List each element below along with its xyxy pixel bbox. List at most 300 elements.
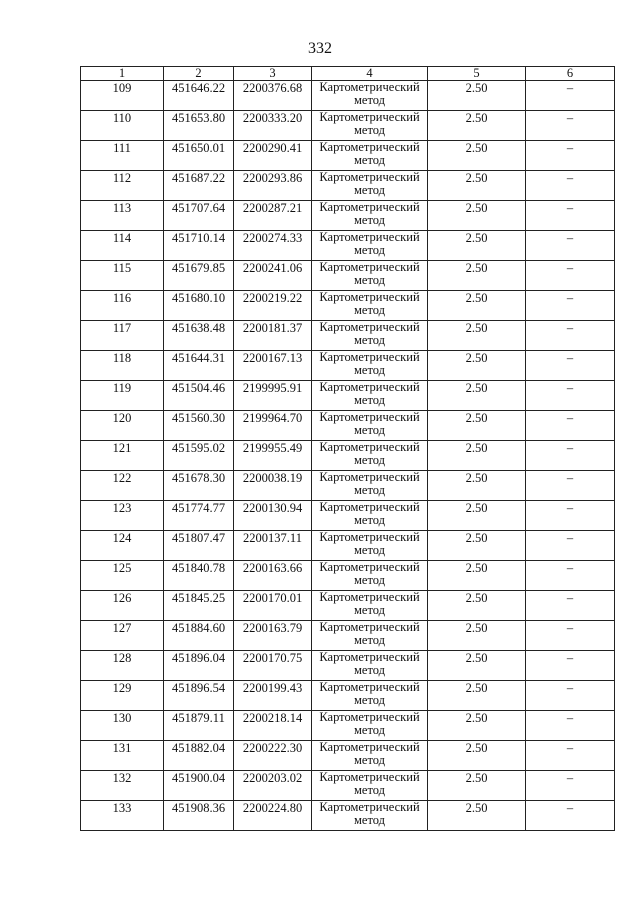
accuracy-value: 2.50	[465, 471, 488, 485]
method-line-1: Картометрический	[319, 260, 420, 274]
accuracy-cell	[428, 81, 526, 111]
table-row	[81, 351, 615, 381]
note-cell	[526, 411, 615, 441]
method-line-1: Картометрический	[319, 680, 420, 694]
method-line-2: метод	[353, 783, 385, 797]
note-cell	[526, 261, 615, 291]
x-coordinate-cell	[164, 531, 234, 561]
x-coordinate-cell	[164, 681, 234, 711]
note-cell	[526, 621, 615, 651]
point-number-cell	[81, 231, 164, 261]
note-dash: –	[566, 561, 574, 575]
note-dash: –	[566, 711, 574, 725]
point-number: 111	[113, 141, 131, 155]
x-coordinate: 451560.30	[171, 411, 226, 425]
y-coordinate-cell	[234, 621, 312, 651]
y-coordinate: 2200203.02	[242, 771, 303, 785]
x-coordinate: 451679.85	[171, 261, 226, 275]
y-coordinate: 2200163.66	[242, 561, 303, 575]
accuracy-value: 2.50	[465, 261, 488, 275]
method-cell	[312, 81, 428, 111]
accuracy-cell	[428, 681, 526, 711]
x-coordinate: 451774.77	[171, 501, 226, 515]
method-line-2: метод	[353, 663, 385, 677]
y-coordinate: 2200181.37	[242, 321, 303, 335]
method-line-2: метод	[353, 543, 385, 557]
method-line-1: Картометрический	[319, 320, 420, 334]
point-number: 124	[112, 531, 132, 545]
note-cell	[526, 561, 615, 591]
table-header-row	[81, 67, 615, 81]
note-cell	[526, 741, 615, 771]
note-cell	[526, 321, 615, 351]
method-line-2: метод	[353, 333, 385, 347]
x-coordinate: 451710.14	[171, 231, 226, 245]
table-row	[81, 621, 615, 651]
table-row	[81, 201, 615, 231]
y-coordinate-cell	[234, 591, 312, 621]
method-line-2: метод	[353, 813, 385, 827]
method-cell	[312, 471, 428, 501]
y-coordinate: 2200222.30	[242, 741, 303, 755]
note-dash: –	[566, 591, 574, 605]
method-cell	[312, 501, 428, 531]
note-dash: –	[566, 501, 574, 515]
method-cell	[312, 171, 428, 201]
accuracy-value: 2.50	[465, 501, 488, 515]
table-row	[81, 561, 615, 591]
note-cell	[526, 681, 615, 711]
y-coordinate-cell	[234, 111, 312, 141]
x-coordinate: 451807.47	[171, 531, 226, 545]
x-coordinate-cell	[164, 741, 234, 771]
note-cell	[526, 801, 615, 831]
note-cell	[526, 591, 615, 621]
method-line-2: метод	[353, 93, 385, 107]
method-line-2: метод	[353, 213, 385, 227]
x-coordinate-cell	[164, 471, 234, 501]
point-number-cell	[81, 261, 164, 291]
method-line-1: Картометрический	[319, 440, 420, 454]
method-line-2: метод	[353, 483, 385, 497]
y-coordinate-cell	[234, 471, 312, 501]
method-line-2: метод	[353, 423, 385, 437]
point-number-cell	[81, 501, 164, 531]
method-line-2: метод	[353, 753, 385, 767]
y-coordinate: 2200274.33	[242, 231, 303, 245]
accuracy-cell	[428, 771, 526, 801]
point-number-cell	[81, 351, 164, 381]
x-coordinate-cell	[164, 321, 234, 351]
method-line-2: метод	[353, 573, 385, 587]
x-coordinate-cell	[164, 561, 234, 591]
method-line-1: Картометрический	[319, 380, 420, 394]
note-dash: –	[566, 201, 574, 215]
point-number: 125	[112, 561, 132, 575]
accuracy-cell	[428, 501, 526, 531]
x-coordinate-cell	[164, 81, 234, 111]
note-cell	[526, 201, 615, 231]
accuracy-cell	[428, 321, 526, 351]
y-coordinate-cell	[234, 351, 312, 381]
point-number: 116	[112, 291, 132, 305]
x-coordinate: 451687.22	[171, 171, 226, 185]
accuracy-value: 2.50	[465, 291, 488, 305]
table-row	[81, 501, 615, 531]
note-cell	[526, 651, 615, 681]
point-number-cell	[81, 531, 164, 561]
y-coordinate-cell	[234, 741, 312, 771]
point-number: 112	[112, 171, 132, 185]
y-coordinate-cell	[234, 171, 312, 201]
method-line-2: метод	[353, 693, 385, 707]
method-cell	[312, 561, 428, 591]
accuracy-cell	[428, 231, 526, 261]
accuracy-value: 2.50	[465, 741, 488, 755]
y-coordinate-cell	[234, 681, 312, 711]
table-row	[81, 231, 615, 261]
accuracy-cell	[428, 141, 526, 171]
point-number: 123	[112, 501, 132, 515]
table-row	[81, 441, 615, 471]
note-dash: –	[566, 681, 574, 695]
method-line-2: метод	[353, 363, 385, 377]
accuracy-cell	[428, 651, 526, 681]
note-dash: –	[566, 261, 574, 275]
accuracy-value: 2.50	[465, 321, 488, 335]
x-coordinate-cell	[164, 651, 234, 681]
method-line-1: Картометрический	[319, 500, 420, 514]
y-coordinate: 2200170.75	[242, 651, 303, 665]
table-row	[81, 81, 615, 111]
note-cell	[526, 111, 615, 141]
point-number-cell	[81, 291, 164, 321]
note-cell	[526, 441, 615, 471]
point-number: 127	[112, 621, 132, 635]
note-dash: –	[566, 531, 574, 545]
accuracy-value: 2.50	[465, 81, 488, 95]
accuracy-value: 2.50	[465, 171, 488, 185]
note-dash: –	[566, 411, 574, 425]
y-coordinate: 2200163.79	[242, 621, 303, 635]
table-row	[81, 171, 615, 201]
point-number: 121	[112, 441, 132, 455]
y-coordinate-cell	[234, 531, 312, 561]
accuracy-value: 2.50	[465, 111, 488, 125]
column-header: 2	[164, 67, 234, 81]
note-dash: –	[566, 801, 574, 815]
method-line-2: метод	[353, 453, 385, 467]
accuracy-cell	[428, 561, 526, 591]
method-line-2: метод	[353, 153, 385, 167]
table-row	[81, 801, 615, 831]
table-row	[81, 531, 615, 561]
point-number-cell	[81, 771, 164, 801]
note-cell	[526, 351, 615, 381]
y-coordinate: 2200170.01	[242, 591, 303, 605]
note-dash: –	[566, 741, 574, 755]
note-dash: –	[566, 651, 574, 665]
method-line-1: Картометрический	[319, 530, 420, 544]
x-coordinate: 451896.04	[171, 651, 226, 665]
y-coordinate: 2200167.13	[242, 351, 303, 365]
x-coordinate-cell	[164, 801, 234, 831]
note-cell	[526, 471, 615, 501]
page-number: 332	[308, 40, 332, 57]
x-coordinate-cell	[164, 351, 234, 381]
y-coordinate: 2200038.19	[242, 471, 303, 485]
method-line-1: Картометрический	[319, 140, 420, 154]
method-line-1: Картометрический	[319, 620, 420, 634]
point-number: 132	[112, 771, 132, 785]
accuracy-value: 2.50	[465, 231, 488, 245]
y-coordinate: 2200130.94	[242, 501, 303, 515]
point-number-cell	[81, 801, 164, 831]
method-line-1: Картометрический	[319, 110, 420, 124]
y-coordinate-cell	[234, 321, 312, 351]
y-coordinate: 2200333.20	[242, 111, 303, 125]
method-line-1: Картометрический	[319, 590, 420, 604]
x-coordinate-cell	[164, 141, 234, 171]
point-number: 129	[112, 681, 132, 695]
accuracy-value: 2.50	[465, 561, 488, 575]
column-header: 6	[526, 67, 615, 81]
method-cell	[312, 351, 428, 381]
method-cell	[312, 381, 428, 411]
method-line-1: Картометрический	[319, 200, 420, 214]
accuracy-value: 2.50	[465, 771, 488, 785]
accuracy-value: 2.50	[465, 801, 488, 815]
table-row	[81, 261, 615, 291]
method-cell	[312, 141, 428, 171]
y-coordinate: 2200219.22	[242, 291, 303, 305]
accuracy-cell	[428, 801, 526, 831]
y-coordinate-cell	[234, 801, 312, 831]
accuracy-cell	[428, 411, 526, 441]
point-number-cell	[81, 741, 164, 771]
note-cell	[526, 291, 615, 321]
x-coordinate-cell	[164, 501, 234, 531]
accuracy-cell	[428, 171, 526, 201]
point-number: 110	[112, 111, 132, 125]
method-cell	[312, 711, 428, 741]
table-row	[81, 411, 615, 441]
y-coordinate: 2200199.43	[242, 681, 303, 695]
accuracy-cell	[428, 621, 526, 651]
accuracy-value: 2.50	[465, 621, 488, 635]
table-row	[81, 111, 615, 141]
method-line-1: Картометрический	[319, 650, 420, 664]
point-number: 120	[112, 411, 132, 425]
point-number-cell	[81, 621, 164, 651]
y-coordinate: 2199995.91	[242, 381, 303, 395]
point-number-cell	[81, 651, 164, 681]
y-coordinate-cell	[234, 561, 312, 591]
accuracy-cell	[428, 591, 526, 621]
table-row	[81, 651, 615, 681]
accuracy-cell	[428, 531, 526, 561]
y-coordinate: 2199955.49	[242, 441, 303, 455]
accuracy-value: 2.50	[465, 651, 488, 665]
x-coordinate-cell	[164, 201, 234, 231]
method-cell	[312, 201, 428, 231]
y-coordinate: 2200290.41	[242, 141, 303, 155]
y-coordinate: 2200137.11	[243, 531, 302, 545]
x-coordinate-cell	[164, 291, 234, 321]
point-number: 109	[112, 81, 132, 95]
point-number-cell	[81, 711, 164, 741]
accuracy-value: 2.50	[465, 591, 488, 605]
method-line-1: Картометрический	[319, 470, 420, 484]
method-line-2: метод	[353, 183, 385, 197]
point-number: 114	[112, 231, 132, 245]
table-row	[81, 321, 615, 351]
y-coordinate: 2200293.86	[242, 171, 303, 185]
y-coordinate-cell	[234, 381, 312, 411]
method-line-2: метод	[353, 603, 385, 617]
point-number-cell	[81, 141, 164, 171]
note-dash: –	[566, 471, 574, 485]
method-cell	[312, 591, 428, 621]
x-coordinate: 451840.78	[171, 561, 226, 575]
accuracy-value: 2.50	[465, 141, 488, 155]
y-coordinate: 2200287.21	[242, 201, 303, 215]
point-number-cell	[81, 81, 164, 111]
table-row	[81, 591, 615, 621]
accuracy-cell	[428, 711, 526, 741]
y-coordinate-cell	[234, 261, 312, 291]
x-coordinate: 451680.10	[171, 291, 226, 305]
method-line-2: метод	[353, 303, 385, 317]
point-number-cell	[81, 171, 164, 201]
column-header: 1	[81, 67, 164, 81]
method-line-2: метод	[353, 633, 385, 647]
note-cell	[526, 711, 615, 741]
x-coordinate: 451650.01	[171, 141, 226, 155]
method-cell	[312, 531, 428, 561]
y-coordinate-cell	[234, 711, 312, 741]
x-coordinate: 451845.25	[171, 591, 226, 605]
method-line-1: Картометрический	[319, 290, 420, 304]
x-coordinate-cell	[164, 771, 234, 801]
x-coordinate-cell	[164, 591, 234, 621]
column-header: 5	[428, 67, 526, 81]
note-cell	[526, 171, 615, 201]
x-coordinate-cell	[164, 381, 234, 411]
table-row	[81, 141, 615, 171]
point-number-cell	[81, 411, 164, 441]
method-cell	[312, 681, 428, 711]
table-row	[81, 381, 615, 411]
x-coordinate: 451900.04	[171, 771, 226, 785]
point-number: 115	[112, 261, 132, 275]
method-line-1: Картометрический	[319, 800, 420, 814]
method-line-1: Картометрический	[319, 350, 420, 364]
accuracy-cell	[428, 261, 526, 291]
note-cell	[526, 231, 615, 261]
x-coordinate: 451707.64	[171, 201, 226, 215]
x-coordinate-cell	[164, 231, 234, 261]
accuracy-cell	[428, 441, 526, 471]
accuracy-cell	[428, 741, 526, 771]
method-cell	[312, 741, 428, 771]
x-coordinate: 451644.31	[171, 351, 226, 365]
point-number-cell	[81, 561, 164, 591]
table-row	[81, 681, 615, 711]
note-cell	[526, 531, 615, 561]
accuracy-value: 2.50	[465, 381, 488, 395]
accuracy-value: 2.50	[465, 681, 488, 695]
accuracy-cell	[428, 291, 526, 321]
method-line-1: Картометрический	[319, 170, 420, 184]
x-coordinate: 451896.54	[171, 681, 226, 695]
method-line-2: метод	[353, 513, 385, 527]
point-number: 122	[112, 471, 132, 485]
table-row	[81, 291, 615, 321]
x-coordinate: 451879.11	[172, 711, 225, 725]
table-row	[81, 771, 615, 801]
y-coordinate-cell	[234, 81, 312, 111]
point-number: 131	[112, 741, 132, 755]
point-number-cell	[81, 381, 164, 411]
x-coordinate-cell	[164, 111, 234, 141]
method-line-2: метод	[353, 723, 385, 737]
method-cell	[312, 411, 428, 441]
point-number-cell	[81, 681, 164, 711]
x-coordinate: 451678.30	[171, 471, 226, 485]
method-line-1: Картометрический	[319, 740, 420, 754]
x-coordinate: 451908.36	[171, 801, 226, 815]
method-cell	[312, 111, 428, 141]
table-row	[81, 471, 615, 501]
method-cell	[312, 441, 428, 471]
method-line-1: Картометрический	[319, 770, 420, 784]
note-dash: –	[566, 111, 574, 125]
x-coordinate: 451653.80	[171, 111, 226, 125]
point-number: 133	[112, 801, 132, 815]
note-cell	[526, 381, 615, 411]
table-row	[81, 711, 615, 741]
point-number-cell	[81, 201, 164, 231]
method-line-1: Картометрический	[319, 80, 420, 94]
x-coordinate: 451504.46	[171, 381, 226, 395]
table-row	[81, 741, 615, 771]
method-line-2: метод	[353, 123, 385, 137]
accuracy-value: 2.50	[465, 711, 488, 725]
point-number: 128	[112, 651, 132, 665]
column-header: 3	[234, 67, 312, 81]
note-dash: –	[566, 621, 574, 635]
x-coordinate: 451646.22	[171, 81, 226, 95]
note-dash: –	[566, 291, 574, 305]
note-cell	[526, 141, 615, 171]
note-dash: –	[566, 441, 574, 455]
method-line-1: Картометрический	[319, 410, 420, 424]
y-coordinate-cell	[234, 201, 312, 231]
note-dash: –	[566, 171, 574, 185]
note-dash: –	[566, 351, 574, 365]
y-coordinate-cell	[234, 291, 312, 321]
column-header: 4	[312, 67, 428, 81]
method-line-1: Картометрический	[319, 230, 420, 244]
x-coordinate-cell	[164, 621, 234, 651]
point-number: 118	[112, 351, 132, 365]
accuracy-value: 2.50	[465, 201, 488, 215]
method-line-1: Картометрический	[319, 710, 420, 724]
method-line-2: метод	[353, 273, 385, 287]
x-coordinate-cell	[164, 411, 234, 441]
method-cell	[312, 771, 428, 801]
